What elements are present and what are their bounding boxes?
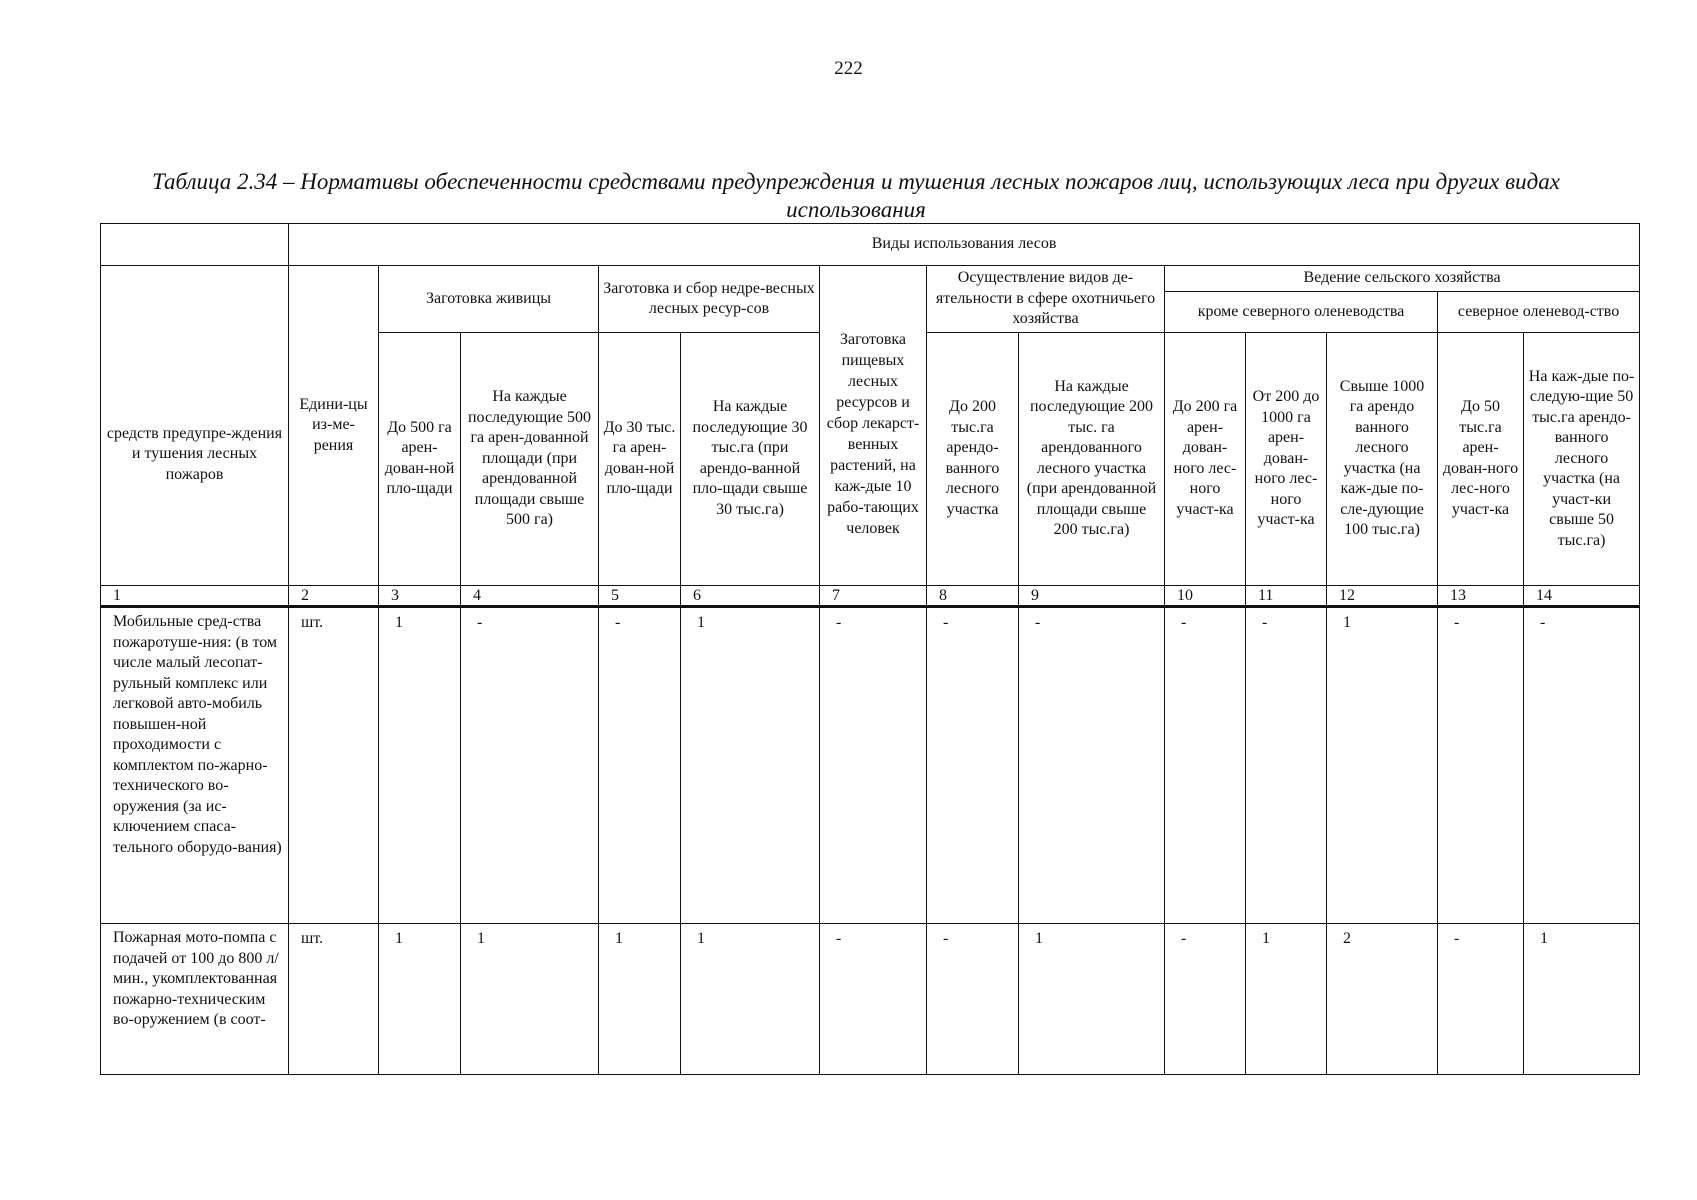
row-value: -: [1524, 607, 1640, 924]
row-value: -: [599, 607, 681, 924]
row-value: 1: [1019, 924, 1165, 1075]
header-row-2: [101, 266, 1640, 292]
col-number: 7: [820, 585, 927, 606]
row-value: -: [820, 924, 927, 1075]
row-item-name: Пожарная мото-помпа с подачей от 100 до 800 л/мин., укомплектованная пожарно-техническим во-оружением (в соот-: [101, 924, 289, 1075]
norms-table: [100, 223, 1640, 1075]
header-row-1: [101, 224, 1640, 266]
row-unit: шт.: [289, 607, 379, 924]
header-empty-cell: [101, 224, 289, 266]
col-number: 6: [681, 585, 820, 606]
header-group-ohota: Осуществление видов де-ятельности в сфере охотничьего хозяйства: [927, 266, 1165, 333]
row-value: -: [1019, 607, 1165, 924]
row-value: -: [1438, 924, 1524, 1075]
header-col-4: На каждые последующие 500 га арен-дованной площади (при арендованной площади свыше 500 га): [461, 332, 599, 585]
header-group-severnoe: северное оленевод-ство: [1438, 292, 1640, 333]
row-value: 1: [461, 924, 599, 1075]
col-number: 1: [101, 585, 289, 606]
col-number: 10: [1165, 585, 1246, 606]
header-col-5: До 30 тыс. га арен-дован-ной пло-щади: [599, 332, 681, 585]
col-number: 5: [599, 585, 681, 606]
row-unit: шт.: [289, 924, 379, 1075]
row-value: 1: [681, 924, 820, 1075]
header-group-krome: кроме северного оленеводства: [1165, 292, 1438, 333]
col-number: 12: [1327, 585, 1438, 606]
row-value: -: [461, 607, 599, 924]
page-number: 222: [834, 58, 863, 79]
header-group-nedrevesnye: Заготовка и сбор недре-весных лесных ресур-сов: [599, 266, 820, 333]
header-col-1: средств предупре-ждения и тушения лесных пожаров: [101, 266, 289, 586]
row-value: -: [820, 607, 927, 924]
row-value: -: [1165, 924, 1246, 1075]
header-col-6: На каждые последующие 30 тыс.га (при арендо-ванной пло-щади свыше 30 тыс.га): [681, 332, 820, 585]
row-value: -: [927, 607, 1019, 924]
header-col-14: На каж-дые по-следую-щие 50 тыс.га арендо-ванного лесного участка (на участ-ки свыше 50 тыс.га): [1524, 332, 1640, 585]
header-col-3: До 500 га арен-дован-ной пло-щади: [379, 332, 461, 585]
row-value: 1: [1524, 924, 1640, 1075]
col-number: 4: [461, 585, 599, 606]
row-value: 1: [1327, 607, 1438, 924]
header-group-forest-use: Виды использования лесов: [289, 224, 1640, 266]
table-row: [101, 607, 1640, 924]
col-number: 14: [1524, 585, 1640, 606]
header-group-selhoz: Ведение сельского хозяйства: [1165, 266, 1640, 292]
table-row: [101, 924, 1640, 1075]
row-value: -: [1246, 607, 1327, 924]
col-number: 2: [289, 585, 379, 606]
row-value: 2: [1327, 924, 1438, 1075]
column-number-row: [101, 585, 1640, 606]
header-col-13: До 50 тыс.га арен-дован-ного лес-ного участ-ка: [1438, 332, 1524, 585]
header-col-11: От 200 до 1000 га арен-дован-ного лес-ного участ-ка: [1246, 332, 1327, 585]
row-value: 1: [681, 607, 820, 924]
header-col-9: На каждые последующие 200 тыс. га арендованного лесного участка (при арендованной площади свыше 200 тыс.га): [1019, 332, 1165, 585]
col-number: 9: [1019, 585, 1165, 606]
header-col-12: Свыше 1000 га арендо ванного лесного участка (на каж-дые по-сле-дующие 100 тыс.га): [1327, 332, 1438, 585]
header-col-2-units: Едини-цы из-ме-рения: [289, 266, 379, 586]
row-item-name: Мобильные сред-ства пожаротуше-ния: (в том числе малый лесопат-рульный комплекс или легковой авто-мобиль повышен-ной проходимости с комплектом по-жарно-технического во-оружения (за ис-ключением спаса-тельного оборудо-вания): [101, 607, 289, 924]
table-caption: Таблица 2.34 – Нормативы обеспеченности средствами предупреждения и тушения лесных пожаров лиц, использующих леса при других видах использования: [152, 169, 1560, 222]
header-col-8: До 200 тыс.га арендо-ванного лесного участка: [927, 332, 1019, 585]
row-value: 1: [1246, 924, 1327, 1075]
col-number: 11: [1246, 585, 1327, 606]
row-value: 1: [599, 924, 681, 1075]
col-number: 13: [1438, 585, 1524, 606]
header-col-10: До 200 га арен-дован-ного лес-ного участ-ка: [1165, 332, 1246, 585]
row-value: -: [1165, 607, 1246, 924]
header-group-zhivitsa: Заготовка живицы: [379, 266, 599, 333]
row-value: 1: [379, 924, 461, 1075]
row-value: 1: [379, 607, 461, 924]
row-value: -: [927, 924, 1019, 1075]
col-number: 3: [379, 585, 461, 606]
col-number: 8: [927, 585, 1019, 606]
header-col-7: Заготовка пищевых лесных ресурсов и сбор лекарст-венных растений, на каж-дые 10 рабо-тающих человек: [820, 266, 927, 586]
row-value: -: [1438, 607, 1524, 924]
